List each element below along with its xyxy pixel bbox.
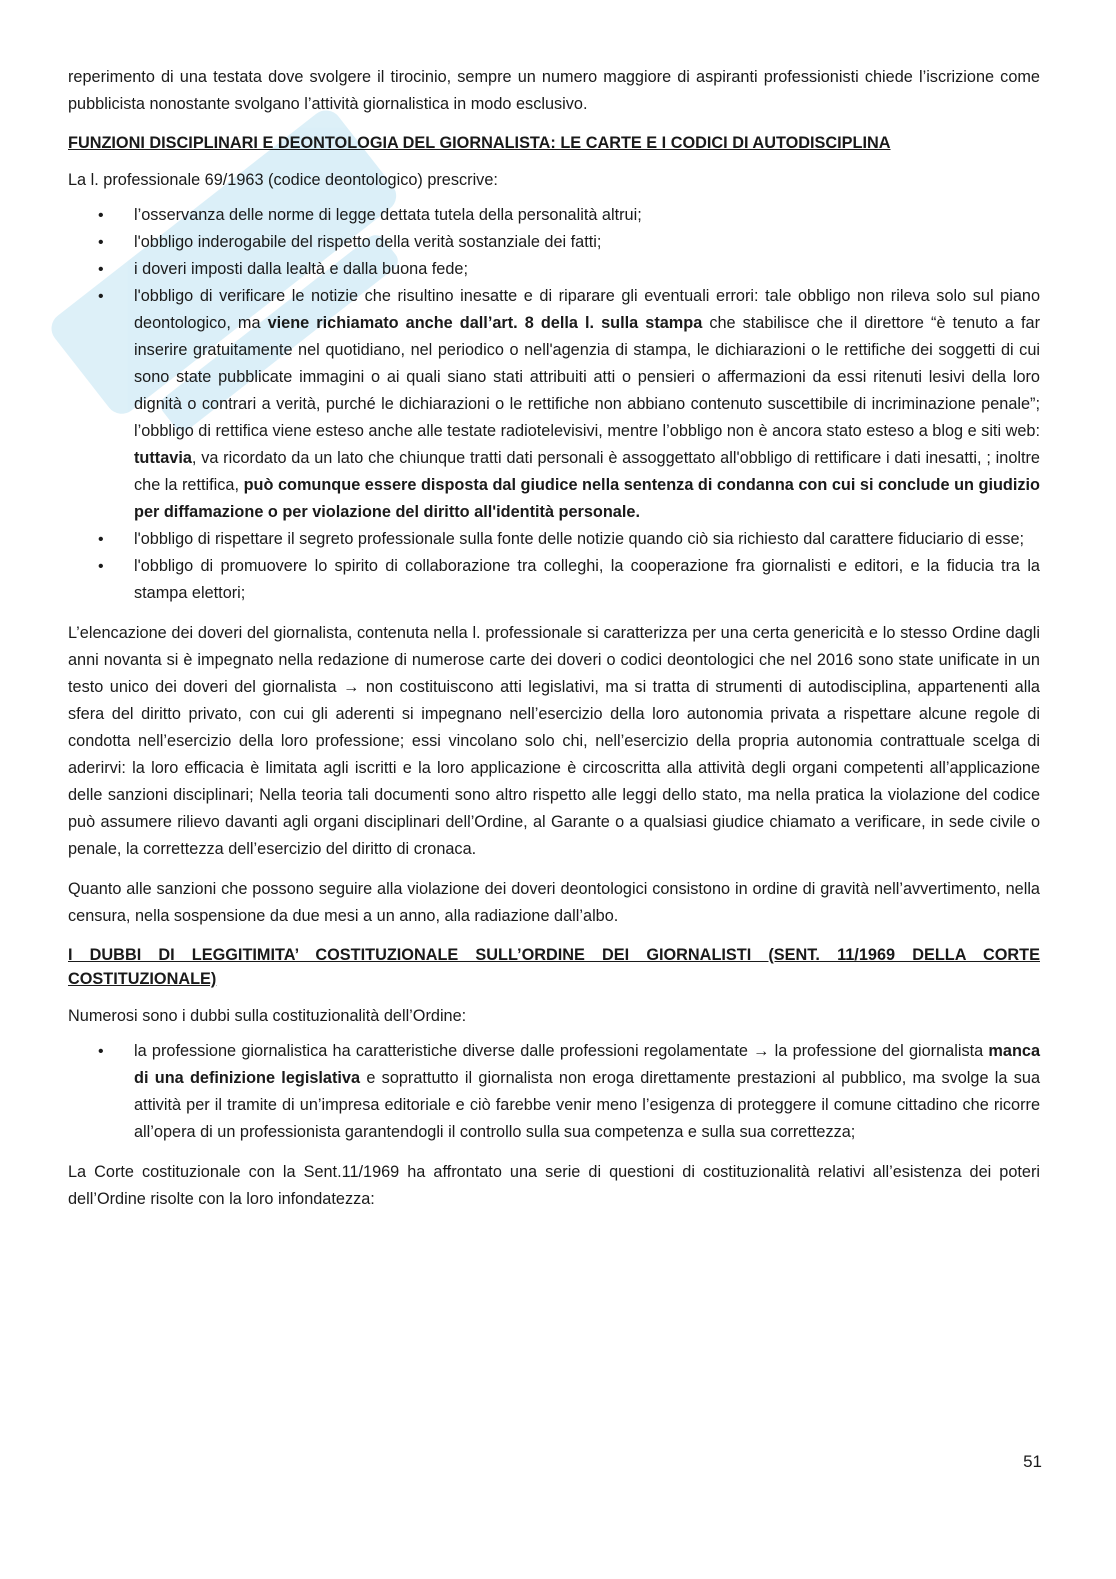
doubts-list xyxy=(68,1038,1040,1146)
document-page xyxy=(68,64,1040,1213)
section-heading-legittimita: I DUBBI DI LEGGITIMITA’ COSTITUZIONALE SULL’ORDINE DEI GIORNALISTI (SENT. 11/1969 DELLA CORTE COSTITUZIONALE) xyxy=(68,946,1040,988)
section-lead: Numerosi sono i dubbi sulla costituzionalità dell’Ordine: xyxy=(68,1007,467,1025)
paragraph-corte: La Corte costituzionale con la Sent.11/1969 ha affrontato una serie di questioni di costituzionalità relativi all’esistenza dei poteri dell’Ordine risolte con la loro infondatezza: xyxy=(68,1163,1040,1208)
bullet-icon: • xyxy=(98,558,104,575)
bullet-icon: • xyxy=(98,234,104,251)
bullet-icon: • xyxy=(98,261,104,278)
list-item: • l'obbligo di promuovere lo spirito di collaborazione tra colleghi, la cooperazione fra giornalisti e editori, e la fiducia tra la stampa elettori; xyxy=(68,553,1040,607)
paragraph-doveri: L’elencazione dei doveri del giornalista, contenuta nella l. professionale si caratterizza per una certa genericità e lo stesso Ordine dagli anni novanta si è impegnato nella redazione di numerose carte dei doveri o codici deontologici che nel 2016 sono state unificate in un testo unico dei doveri del giornalista → non costituiscono atti legislativi, ma si tratta di strumenti di autodisciplina, appartenenti alla sfera del diritto privato, con cui gli aderenti si impegnano nell’esercizio della loro autonomia privata a rispettare alcune regole di condotta nell’esercizio della loro professione; essi vincolano solo chi, nell’esercizio della propria autonomia contrattuale scelga di aderirvi: la loro efficacia è limitata agli iscritti e la loro applicazione è circoscritta alla attività degli organi competenti all’applicazione delle sanzioni disciplinari; Nella teoria tali documenti sono altro rispetto alle leggi dello stato, ma nella pratica la violazione del codice può assumere rilievo davanti agli organi disciplinari dell’Ordine, al Garante o a qualsiasi giudice chiamato a verificare, in sede civile o penale, la correttezza dell’esercizio del diritto di cronaca. xyxy=(68,624,1040,858)
list-item: • la professione giornalistica ha caratteristiche diverse dalle professioni regolamentate → la professione del giornalista manca di una definizione legislativa e soprattutto il giornalista non eroga direttamente prestazioni al pubblico, ma svolge la sua attività per il tramite di un’impresa editoriale e ciò farebbe venir meno l’esigenza di proteggere il comune cittadino che ricorre all’opera di un professionista garantendogli il controllo sulla sua competenza e sulla sua correttezza; xyxy=(68,1038,1040,1146)
bullet-icon: • xyxy=(98,288,104,305)
list-item: • i doveri imposti dalla lealtà e dalla buona fede; xyxy=(68,256,1040,283)
section-heading-deontologia: FUNZIONI DISCIPLINARI E DEONTOLOGIA DEL GIORNALISTA: LE CARTE E I CODICI DI AUTODISCIPLINA xyxy=(68,134,891,152)
bullet-icon: • xyxy=(98,531,104,548)
intro-paragraph: reperimento di una testata dove svolgere il tirocinio, sempre un numero maggiore di aspiranti professionisti chiede l’iscrizione come pubblicista nonostante svolgano l’attività giornalistica in modo esclusivo. xyxy=(68,68,1040,113)
section-lead: La l. professionale 69/1963 (codice deontologico) prescrive: xyxy=(68,171,498,189)
page-number: 51 xyxy=(1023,1452,1042,1471)
paragraph-sanzioni: Quanto alle sanzioni che possono seguire alla violazione dei doveri deontologici consistono in ordine di gravità nell’avvertimento, nella censura, nella sospensione da due mesi a un anno, alla radiazione dall’albo. xyxy=(68,880,1040,925)
list-item: • l'obbligo inderogabile del rispetto della verità sostanziale dei fatti; xyxy=(68,229,1040,256)
list-item: • l'obbligo di verificare le notizie che risultino inesatte e di riparare gli eventuali errori: tale obbligo non rileva solo sul piano deontologico, ma viene richiamato anche dall’art. 8 della l. sulla stampa che stabilisce che il direttore “è tenuto a far inserire gratuitamente nel quotidiano, nel periodico o nell'agenzia di stampa, le dichiarazioni o le rettifiche dei soggetti di cui sono state pubblicate immagini o ai quali siano stati attribuiti atti o pensieri o affermazioni da essi ritenuti lesivi della loro dignità o contrari a verità, purché le dichiarazioni o le rettifiche non abbiano contenuto suscettibile di incriminazione penale”; l’obbligo di rettifica viene esteso anche alle testate radiotelevisivi, mentre l’obbligo non è ancora stato esteso a blog e siti web: tuttavia, va ricordato da un lato che chiunque tratti dati personali è assoggettato all'obbligo di rettificare i dati inesatti, ; inoltre che la rettifica, può comunque essere disposta dal giudice nella sentenza di condanna con cui si conclude un giudizio per diffamazione o per violazione del diritto all'identità personale. xyxy=(68,283,1040,526)
list-item: • l’osservanza delle norme di legge dettata tutela della personalità altrui; xyxy=(68,202,1040,229)
bullet-icon: • xyxy=(98,1043,104,1060)
duties-list xyxy=(68,202,1040,607)
list-item: • l'obbligo di rispettare il segreto professionale sulla fonte delle notizie quando ciò sia richiesto dal carattere fiduciario di esse; xyxy=(68,526,1040,553)
bullet-icon: • xyxy=(98,207,104,224)
